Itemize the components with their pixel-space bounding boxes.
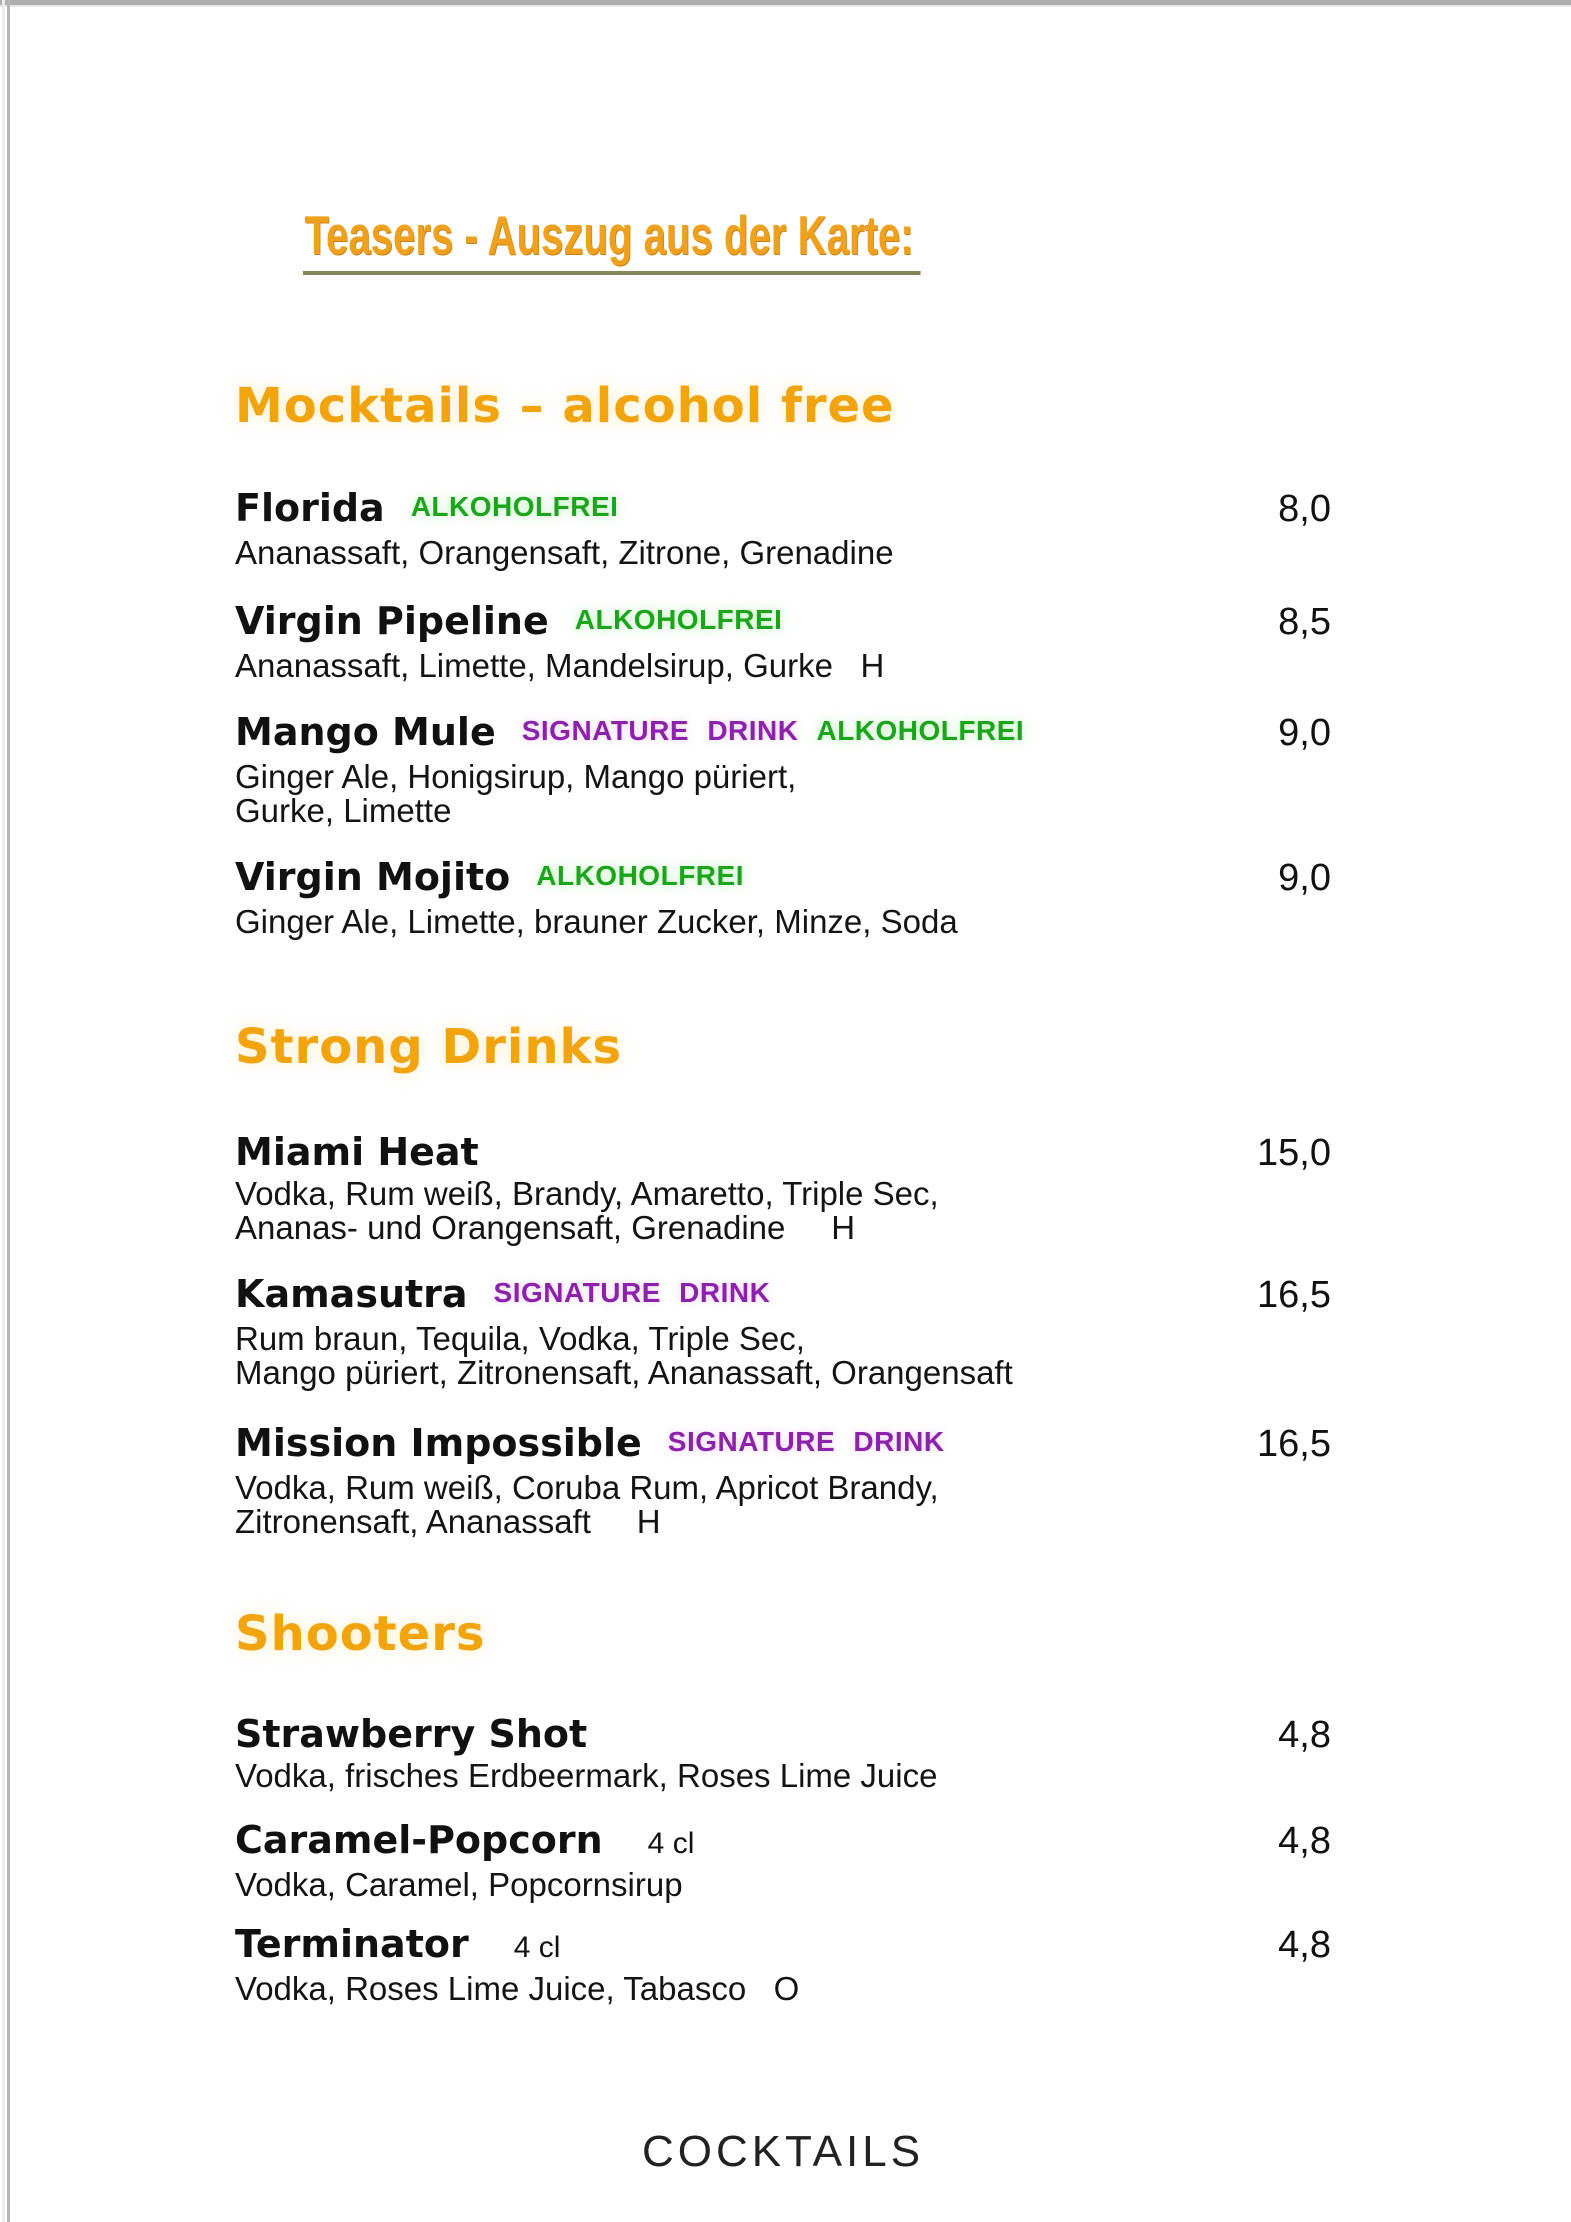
section-heading-shooters: Shooters <box>235 1606 486 1662</box>
item-name: Mission Impossible <box>235 1421 642 1465</box>
item-price: 8,0 <box>1278 488 1331 530</box>
alkoholfrei-badge: ALKOHOLFREI <box>536 860 744 891</box>
item-price: 8,5 <box>1278 601 1331 643</box>
item-name-row <box>235 1128 1331 1177</box>
alkoholfrei-badge: ALKOHOLFREI <box>574 604 783 635</box>
item-name: Terminator <box>235 1922 469 1966</box>
page-footer: COCKTAILS <box>641 2127 925 2176</box>
item-ingredients: Ginger Ale, Limette, brauner Zucker, Minze, Soda <box>235 903 958 940</box>
menu-item-mango-mule <box>235 708 1331 828</box>
item-name-row <box>235 708 1331 760</box>
section-heading-strong-drinks: Strong Drinks <box>235 1019 623 1075</box>
item-serving-size: 4 cl <box>513 1931 561 1964</box>
item-ingredients: Vodka, Rum weiß, Brandy, Amaretto, Triple Sec, <box>235 1175 939 1212</box>
signature-drink-badge: SIGNATURE DRINK <box>521 715 799 746</box>
item-name-row <box>235 1920 1331 1972</box>
item-name: Kamasutra <box>235 1272 468 1316</box>
page-border-left <box>7 0 10 2222</box>
item-ingredients: Vodka, Rum weiß, Coruba Rum, Apricot Brandy, <box>235 1469 939 1506</box>
item-ingredients: Ginger Ale, Honigsirup, Mango püriert, <box>235 758 797 795</box>
item-ingredients: Vodka, Caramel, Popcornsirup <box>235 1866 683 1903</box>
alkoholfrei-badge: ALKOHOLFREI <box>816 715 1025 746</box>
item-ingredients: Gurke, Limette <box>235 792 452 829</box>
item-name: Florida <box>235 486 385 530</box>
item-name: Caramel-Popcorn <box>235 1818 603 1862</box>
menu-item-miami-heat <box>235 1128 1331 1245</box>
item-name-row <box>235 484 1331 536</box>
menu-item-florida <box>235 484 1331 570</box>
menu-item-strawberry-shot <box>235 1710 1331 1793</box>
item-name-row <box>235 1419 1331 1471</box>
item-ingredients: Vodka, frisches Erdbeermark, Roses Lime Juice <box>235 1757 938 1794</box>
section-heading-mocktails: Mocktails – alcohol free <box>235 378 895 434</box>
item-ingredients: Rum braun, Tequila, Vodka, Triple Sec, <box>235 1320 805 1357</box>
item-serving-size: 4 cl <box>647 1827 695 1860</box>
item-name: Strawberry Shot <box>235 1712 588 1756</box>
item-ingredients: Zitronensaft, Ananassaft H <box>235 1503 661 1540</box>
item-price: 4,8 <box>1278 1714 1331 1756</box>
page-title: Teasers - Auszug aus der Karte: <box>303 205 921 275</box>
menu-item-virgin-mojito <box>235 853 1331 939</box>
item-price: 4,8 <box>1278 1924 1331 1966</box>
item-price: 9,0 <box>1278 712 1331 754</box>
item-price: 16,5 <box>1257 1274 1331 1316</box>
item-name: Virgin Mojito <box>235 855 511 899</box>
signature-drink-badge: SIGNATURE DRINK <box>493 1277 771 1308</box>
menu-item-virgin-pipeline <box>235 597 1331 683</box>
item-name: Miami Heat <box>235 1130 479 1174</box>
menu-item-terminator <box>235 1920 1331 2006</box>
item-name-row <box>235 1270 1331 1322</box>
menu-content <box>235 0 1331 2177</box>
item-name-row <box>235 597 1331 649</box>
signature-drink-badge: SIGNATURE DRINK <box>667 1426 945 1457</box>
item-price: 4,8 <box>1278 1820 1331 1862</box>
item-name: Mango Mule <box>235 710 496 754</box>
menu-item-mission-impossible <box>235 1419 1331 1539</box>
item-price: 15,0 <box>1257 1132 1331 1174</box>
item-name-row <box>235 1816 1331 1868</box>
item-ingredients: Ananas- und Orangensaft, Grenadine H <box>235 1209 856 1246</box>
menu-item-caramel-popcorn <box>235 1816 1331 1902</box>
item-price: 9,0 <box>1278 857 1331 899</box>
alkoholfrei-badge: ALKOHOLFREI <box>410 491 619 522</box>
item-name-row <box>235 1710 1331 1759</box>
item-name: Virgin Pipeline <box>235 599 549 643</box>
item-ingredients: Vodka, Roses Lime Juice, Tabasco O <box>235 1970 800 2007</box>
item-ingredients: Ananassaft, Orangensaft, Zitrone, Grenadine <box>235 534 894 571</box>
item-ingredients: Ananassaft, Limette, Mandelsirup, Gurke H <box>235 647 885 684</box>
item-name-row <box>235 853 1331 905</box>
item-ingredients: Mango püriert, Zitronensaft, Ananassaft, Orangensaft <box>235 1354 1013 1391</box>
menu-item-kamasutra <box>235 1270 1331 1390</box>
item-price: 16,5 <box>1257 1423 1331 1465</box>
